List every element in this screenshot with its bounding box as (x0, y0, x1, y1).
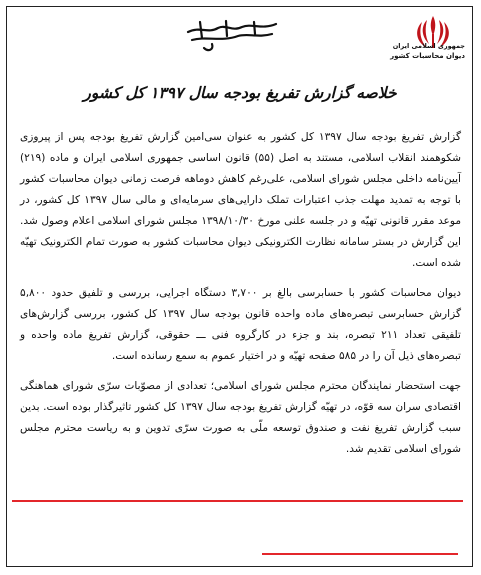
paragraph-1: گزارش تفریغ بودجه سال ۱۳۹۷ کل کشور به عنوان سی‌امین گزارش تفریغ بودجه پس از پیروزی شکوهمند انقلاب اسلامی، مستند به اصل (۵۵) قانون اساسی جمهوری اسلامی ایران و ماده (۲۱۹) آیین‌نامه داخلی مجلس شورای اسلامی، علی‌رغم کاهش دوماهه فرصت زمانی دیوان محاسبات کشور با توجه به تمدید مهلت جذب اعتبارات تملک دارایی‌های سرمایه‌ای و مالی سال ۱۳۹۷ کل کشور، در موعد مقرر قانونی تهیّه و در جلسه علنی مورخ ۱۳۹۸/۱۰/۳۰ مجلس شورای اسلامی اعلام وصول شد. این گزارش در بستر سامانه نظارت الکترونیکی دیوان محاسبات کشور به صورت تمام الکترونیک تهیّه شده است. (20, 131, 461, 269)
org-name-line1: جمهوری اسلامی ایران (392, 42, 465, 50)
org-name-line2: دیوان محاسبات کشور (390, 52, 465, 60)
document-body (20, 127, 461, 469)
highlight-underline (12, 500, 463, 502)
highlight-underline (262, 553, 458, 555)
paragraph-3: جهت استحضار نمایندگان محترم مجلس شورای اسلامی؛ تعدادی از مصوّبات سرّی شورای هماهنگی اقتصادی سران سه قوّه، در تهیّه گزارش تفریغ بودجه سال ۱۳۹۷ کل کشور تاثیرگذار بوده است. بدین سبب گزارش تفریغ نفت و صندوق توسعه ملّی به صورت سرّی تدوین و به ریاست محترم مجلس شورای اسلامی تقدیم شد. (20, 380, 462, 455)
paragraph-2: دیوان محاسبات کشور با حسابرسی بالغ بر ۳,۷۰۰ دستگاه اجرایی، بررسی و تلفیق حدود ۵,۸۰۰ گزارش حسابرسی تبصره‌های ماده واحده قانون بودجه سال ۱۳۹۷ کل کشور، بررسی گزارش‌های تلفیقی تعداد ۲۱۱ تبصره، بند و جزء در کارگروه فنی ـــ حقوقی، گزارش تفریغ ماده واحده و تبصره‌های ذیل آن را در ۵۸۵ صفحه تهیّه و در اختیار عموم به سمع رسانده است. (20, 287, 462, 362)
document-title: خلاصه گزارش تفریغ بودجه سال ۱۳۹۷ کل کشور (83, 83, 397, 102)
basmala-calligraphy (182, 18, 282, 54)
